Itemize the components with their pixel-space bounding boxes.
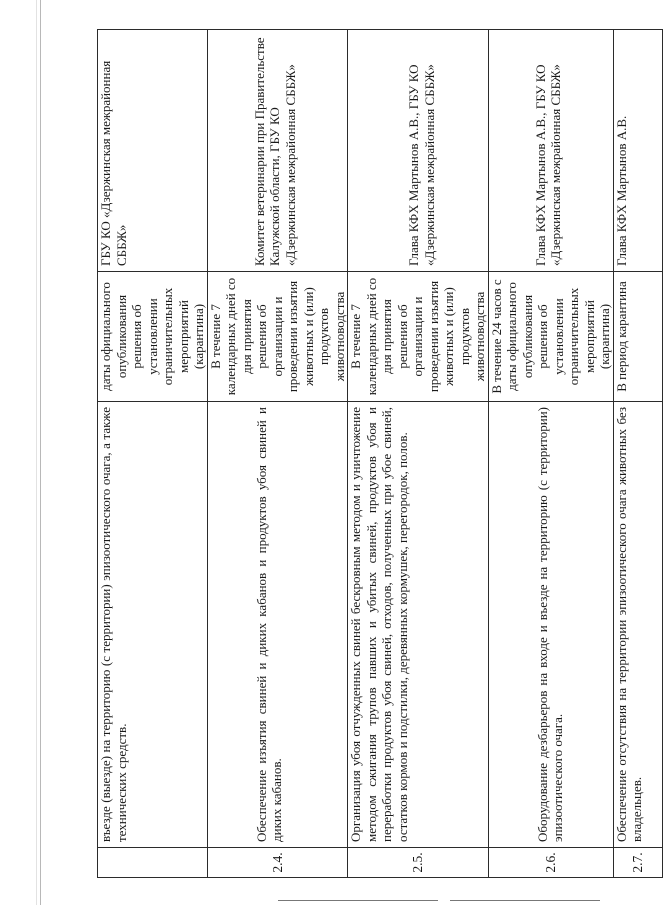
row-number: 2.4. [207,848,348,878]
row-number [98,848,208,878]
measure-responsible: Глава КФХ Мартынов А.В. [613,30,662,272]
measures-table [97,29,663,878]
measure-description: Обеспечение изъятия свиней и диких кабанов и продуктов убоя свиней и диких кабанов. [207,402,348,848]
measure-responsible: Глава КФХ Мартынов А.В., ГБУ КО «Дзержинская межрайонная СББЖ» [488,30,613,272]
measure-responsible: Глава КФХ Мартынов А.В., ГБУ КО «Дзержинская межрайонная СББЖ» [348,30,489,272]
rotated-page [97,30,645,878]
measure-responsible: ГБУ КО «Дзержинская межрайонная СББЖ» [98,30,208,272]
footer-rule [278,900,438,901]
table-row [488,30,613,878]
measure-deadline: даты официального опубликования решения об установлении ограничительных мероприятий (карантина) [98,272,208,402]
scan-edge [40,0,41,905]
measure-deadline: В течение 7 календарных дней со дня принятия решения об организации и проведении изъятия животных и (или) продуктов животноводства [348,272,489,402]
table-row [348,30,489,878]
measure-description: въезде (выезде) на территорию (с территории) эпизоотического очага, а также технических средств. [98,402,208,848]
row-number: 2.6. [488,848,613,878]
row-number: 2.5. [348,848,489,878]
table-row [98,30,208,878]
footer-rule [450,900,600,901]
row-number: 2.7. [613,848,662,878]
table-row [207,30,348,878]
measure-deadline: В течение 24 часов с даты официального опубликования решения об установлении ограничительных мероприятий (карантина) [488,272,613,402]
measure-responsible: Комитет ветеринарии при Правительстве Калужской области, ГБУ КО «Дзержинская межрайонная СББЖ» [207,30,348,272]
measure-description: Обеспечение отсутствия на территории эпизоотического очага животных без владельцев. [613,402,662,848]
measure-deadline: В течение 7 календарных дней со дня принятия решения об организации и проведении изъятия животных и (или) продуктов животноводства [207,272,348,402]
scan-edge-shadow [36,0,37,905]
measure-description: Оборудование дезбарьеров на входе и въезде на территорию (с территории) эпизоотического очага. [488,402,613,848]
table-row [613,30,662,878]
measure-description: Организация убоя отчужденных свиней бескровным методом и уничтожение методом сжигания трупов павших и убитых свиней, продуктов убоя и переработки продуктов убоя свиней, отходов, полученных при убое свиней, остатков кормов и подстилки, деревянных кормушек, перегородок, полов. [348,402,489,848]
measure-deadline: В период карантина [613,272,662,402]
